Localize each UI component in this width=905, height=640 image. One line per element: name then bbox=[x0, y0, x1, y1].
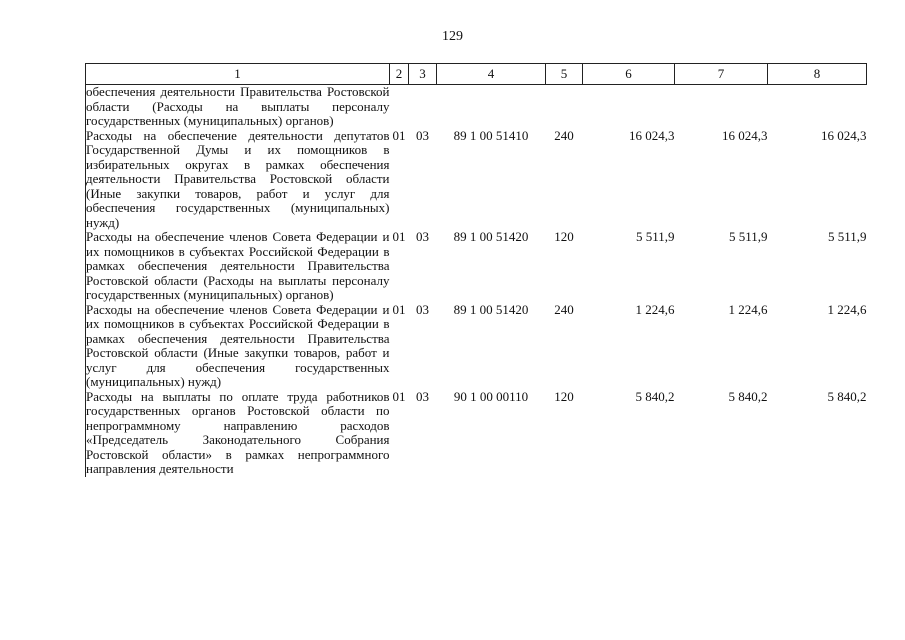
table-row bbox=[86, 303, 867, 390]
amount-col-8: 5 840,2 bbox=[827, 388, 867, 404]
table-row bbox=[86, 390, 867, 477]
row-description: обеспечения деятельности Правительства Ростовской области (Расходы на выплаты персоналу государственных (муниципальных) органов) bbox=[86, 84, 390, 128]
table-row bbox=[86, 230, 867, 303]
subsection-code: 03 bbox=[416, 388, 429, 404]
row-description: Расходы на обеспечение членов Совета Федерации и их помощников в субъектах Российской Федерации в рамках обеспечения деятельности Правительства Ростовской области (Расходы на выплаты персоналу государственных (муниципальных) органов) bbox=[86, 229, 390, 302]
row-description: Расходы на обеспечение деятельности депутатов Государственной Думы и их помощников в избирательных округах в рамках обеспечения деятельности Правительства Ростовской области (Иные закупки товаров, работ и услуг для обеспечения государственных (муниципальных) нужд) bbox=[86, 127, 390, 230]
amount-col-7: 5 840,2 bbox=[728, 388, 768, 404]
expense-type-code: 120 bbox=[554, 229, 574, 244]
section-code: 01 bbox=[392, 301, 406, 317]
target-article-code bbox=[437, 85, 546, 129]
amount-col-7 bbox=[675, 85, 768, 129]
header-cell: 1 bbox=[86, 64, 390, 85]
section-code: 01 bbox=[392, 127, 406, 143]
amount-col-8 bbox=[768, 85, 867, 129]
expense-type-code: 240 bbox=[554, 127, 574, 143]
amount-col-7: 16 024,3 bbox=[722, 127, 768, 143]
table-row bbox=[86, 129, 867, 231]
amount-col-8: 1 224,6 bbox=[827, 301, 867, 317]
target-article-code: 90 1 00 00110 bbox=[453, 388, 529, 404]
header-row bbox=[86, 64, 867, 85]
header-cell: 4 bbox=[437, 64, 546, 85]
header-cell: 5 bbox=[546, 64, 583, 85]
amount-col-7: 1 224,6 bbox=[728, 301, 768, 317]
amount-col-7: 5 511,9 bbox=[728, 229, 768, 244]
section-code: 01 bbox=[392, 388, 406, 404]
header-cell: 6 bbox=[583, 64, 675, 85]
section-code bbox=[390, 85, 409, 129]
budget-table bbox=[85, 63, 867, 477]
expense-type-code: 120 bbox=[554, 388, 574, 404]
subsection-code: 03 bbox=[416, 127, 429, 143]
amount-col-6: 16 024,3 bbox=[629, 127, 675, 143]
amount-col-6 bbox=[583, 85, 675, 129]
header-cell: 3 bbox=[409, 64, 437, 85]
header-cell: 2 bbox=[390, 64, 409, 85]
amount-col-8: 16 024,3 bbox=[821, 127, 867, 143]
subsection-code: 03 bbox=[416, 229, 429, 244]
page-number: 129 bbox=[442, 29, 463, 44]
header-cell: 7 bbox=[675, 64, 768, 85]
target-article-code: 89 1 00 51420 bbox=[453, 229, 529, 244]
amount-col-8: 5 511,9 bbox=[827, 229, 867, 244]
header-cell: 8 bbox=[768, 64, 867, 85]
expense-type-code bbox=[546, 85, 583, 129]
table-row bbox=[86, 85, 867, 129]
subsection-code: 03 bbox=[416, 301, 429, 317]
section-code: 01 bbox=[392, 229, 406, 244]
subsection-code bbox=[409, 85, 437, 129]
target-article-code: 89 1 00 51410 bbox=[453, 127, 529, 143]
amount-col-6: 1 224,6 bbox=[635, 301, 675, 317]
row-description: Расходы на обеспечение членов Совета Федерации и их помощников в субъектах Российской Федерации в рамках обеспечения деятельности Правительства Ростовской области (Иные закупки товаров, работ и услуг для обеспечения государственных (муниципальных) нужд) bbox=[86, 301, 390, 389]
amount-col-6: 5 511,9 bbox=[635, 229, 675, 244]
row-description: Расходы на выплаты по оплате труда работников государственных органов Ростовской области по непрограммному направлению расходов «Председатель Законодательного Собрания Ростовской области» в рамках непрограммного направления деятельности bbox=[86, 388, 390, 476]
amount-col-6: 5 840,2 bbox=[635, 388, 675, 404]
target-article-code: 89 1 00 51420 bbox=[453, 301, 529, 317]
expense-type-code: 240 bbox=[554, 301, 574, 317]
